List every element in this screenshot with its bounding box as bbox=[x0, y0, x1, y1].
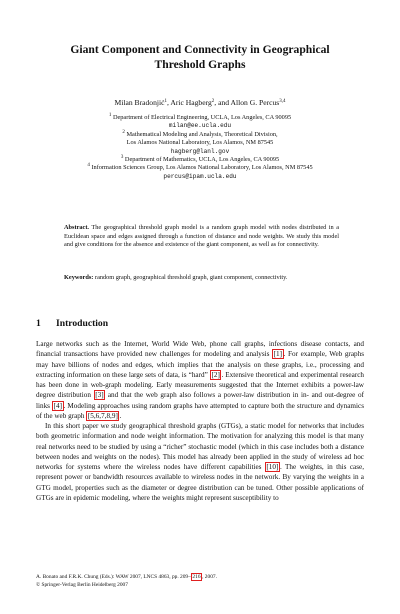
citation-link[interactable]: [4] bbox=[53, 401, 62, 410]
affiliation-2 bbox=[20, 131, 380, 139]
author-name: Aric Hagberg bbox=[170, 98, 212, 107]
affiliation-text: Mathematical Modeling and Analysis, Theoretical Division, bbox=[126, 130, 278, 138]
author-list bbox=[20, 98, 380, 108]
title-line-1: Giant Component and Connectivity in Geographical bbox=[70, 43, 330, 56]
author-name: Milan Bradonjić bbox=[114, 98, 165, 107]
title-line-2: Threshold Graphs bbox=[154, 58, 246, 71]
author-separator: , and bbox=[214, 98, 231, 107]
affiliation-2-line-2: Los Alamos National Laboratory, Los Alamos, NM 87545 bbox=[126, 139, 274, 147]
citation-link[interactable]: [3] bbox=[95, 391, 104, 400]
footnote-copyright bbox=[36, 573, 366, 589]
citation-line bbox=[36, 573, 366, 581]
paragraph-text: . bbox=[119, 411, 122, 420]
affiliation-1 bbox=[20, 114, 380, 122]
keywords-text: random graph, geographical threshold graph, giant component, connectivity. bbox=[94, 274, 288, 281]
abstract bbox=[64, 224, 339, 250]
section-number: 1 bbox=[36, 318, 41, 329]
author-name: Allon G. Percus bbox=[230, 98, 280, 107]
paragraph bbox=[36, 421, 364, 503]
keywords bbox=[64, 274, 339, 283]
citation-link[interactable]: [10] bbox=[266, 463, 279, 471]
affiliation-marker: 4 bbox=[87, 163, 90, 169]
section-title: Introduction bbox=[56, 318, 109, 329]
author-separator: , bbox=[166, 98, 171, 107]
affiliation-marker: 3 bbox=[120, 155, 124, 161]
affiliation-marker: 2 bbox=[122, 129, 125, 135]
author-email[interactable]: hagberg@lanl.gov bbox=[170, 147, 230, 155]
citation-text: A. Bonato and F.R.K. Chung (Eds.): WAW 2007, LNCS 4863, pp. 209– bbox=[36, 574, 191, 580]
copyright-line: © Springer-Verlag Berlin Heidelberg 2007 bbox=[36, 582, 128, 588]
paragraph-text: In this short paper we study geographical threshold graphs (GTGs), a static model for networks that includes both geometric information and node weight information. The motivation for analyzing this model is that many real networks need to be studied by using a “richer” stochastic model (which in this case includes both a distance between nodes and weights on the nodes). This model has already been applied in the study of wireless ad hoc networks for systems where the wireless nodes have different capabilities bbox=[36, 422, 364, 471]
affiliations bbox=[20, 114, 380, 181]
paragraph-text: and that the web graph also follows a power-law distribution in in- and out-degree of links bbox=[36, 391, 364, 410]
affiliation-marker: 3,4 bbox=[279, 99, 286, 104]
affiliation-4 bbox=[20, 164, 380, 172]
page-range-link[interactable]: 216 bbox=[192, 574, 201, 580]
affiliation-text: Department of Mathematics, UCLA, Los Angeles, CA 90095 bbox=[124, 156, 280, 164]
abstract-text: The geographical threshold graph model is a random graph model with nodes distributed in a Euclidean space and edges assigned through a function of distance and node weights. We study this model and give conditions for the absence and existence of the giant component, as well as for connectivity. bbox=[64, 224, 339, 249]
author-email[interactable]: milan@ee.ucla.edu bbox=[168, 122, 232, 130]
citation-link[interactable]: [2] bbox=[211, 370, 220, 379]
section-heading bbox=[36, 318, 108, 329]
author-email[interactable]: percus@ipam.ucla.edu bbox=[163, 172, 237, 180]
affiliation-text: Department of Electrical Engineering, UCLA, Los Angeles, CA 90095 bbox=[112, 114, 292, 121]
abstract-label: Abstract. bbox=[64, 224, 90, 231]
citation-link[interactable]: [1] bbox=[273, 350, 283, 359]
affiliation-marker: 1 bbox=[108, 113, 112, 118]
paragraph bbox=[36, 339, 364, 421]
affiliation-marker: 1 bbox=[164, 99, 167, 104]
paragraph-text: . For example, Web graphs may have billions of nodes and edges, which implies that the analysis on these graphs, i.e., processing and extracting information on these large sets of data, is “hard” bbox=[36, 350, 365, 379]
paragraph-text: Large networks such as the Internet, World Wide Web, phone call graphs, infections disease contacts, and financial transactions have provided new challenges for modeling and analysis bbox=[36, 340, 364, 359]
paragraph-text: . Modeling approaches using random graphs have attempted to capture both the structure and dynamics of the web graph bbox=[36, 401, 364, 420]
citation-link[interactable]: [5,6,7,8,9] bbox=[87, 411, 118, 420]
affiliation-marker: 2 bbox=[211, 99, 215, 104]
paragraph-text: . Extensive theoretical and experimental research has been done in web-graph modeling. Early measurements suggested that the Internet exhibits a power-law degree distribution bbox=[36, 370, 364, 400]
body-text bbox=[36, 339, 364, 503]
paper-title bbox=[30, 42, 370, 72]
affiliation-text: Information Sciences Group, Los Alamos National Laboratory, Los Alamos, NM 87545 bbox=[91, 164, 313, 172]
paragraph-text: . The weights, in this case, represent power or bandwidth resources available to wireless nodes in the network. By varying the weights in a GTG model, properties such as the diameter or degree distribution can be tuned. Other possible applications of GTGs are in epidemic modeling, where the weights might represent susceptibility to bbox=[36, 463, 364, 502]
keywords-label: Keywords: bbox=[64, 274, 94, 281]
citation-text: , 2007. bbox=[202, 574, 217, 580]
